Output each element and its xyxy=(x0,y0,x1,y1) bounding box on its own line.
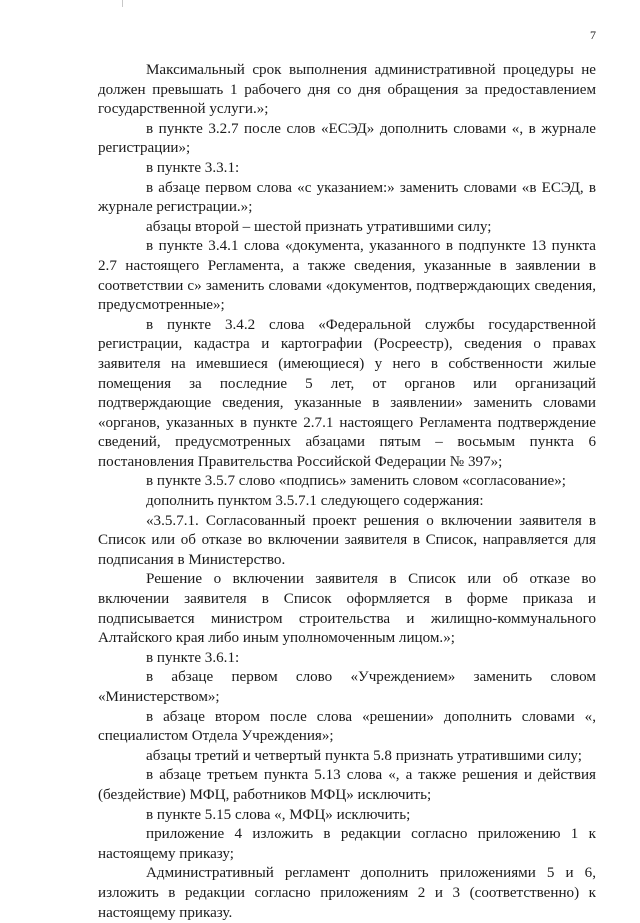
paragraph: абзацы второй – шестой признать утратившими силу; xyxy=(146,218,492,235)
paragraph: в пункте 5.15 слова «, МФЦ» исключить; xyxy=(146,806,411,823)
paragraph: в абзаце первом слова «с указанием:» заменить словами «в ЕСЭД, в журнале регистрации.»; xyxy=(98,179,596,216)
paragraph: Решение о включении заявителя в Список или об отказе во включении заявителя в Список оформляется в форме приказа и подписывается министром строительства и жилищно-коммунального Алтайского края либо иным уполномоченным лицом.»; xyxy=(98,571,596,647)
page-number: 7 xyxy=(590,28,596,42)
paragraph: в пункте 3.5.7 слово «подпись» заменить словом «согласование»; xyxy=(146,473,566,490)
scan-edge-mark xyxy=(122,0,123,7)
document-body xyxy=(98,61,596,923)
paragraph: приложение 4 изложить в редакции согласно приложению 1 к настоящему приказу; xyxy=(98,826,596,862)
paragraph: «3.5.7.1. Согласованный проект решения о включении заявителя в Список или об отказе во включении заявителя в Список, направляется для подписания в Министерство. xyxy=(98,512,596,568)
paragraph: в пункте 3.3.1: xyxy=(146,159,240,176)
paragraph: в пункте 3.2.7 после слов «ЕСЭД» дополнить словами «, в журнале регистрации»; xyxy=(98,120,596,157)
paragraph: абзацы третий и четвертый пункта 5.8 признать утратившими силу; xyxy=(146,747,582,764)
paragraph: Максимальный срок выполнения административной процедуры не должен превышать 1 рабочего дня со дня обращения за предоставлением государственной услуги.»; xyxy=(98,62,596,118)
paragraph: в пункте 3.6.1: xyxy=(146,649,240,666)
paragraph: дополнить пунктом 3.5.7.1 следующего содержания: xyxy=(146,493,484,510)
paragraph: в абзаце втором после слова «решении» дополнить словами «, специалистом Отдела Учреждения»; xyxy=(98,708,596,745)
paragraph: в пункте 3.4.1 слова «документа, указанного в подпункте 13 пункта 2.7 настоящего Регламента, а также сведения, указанные в заявлении в соответствии с» заменить словами «документов, подтверждающих сведения, предусмотренные»; xyxy=(98,238,596,314)
paragraph: в абзаце первом слово «Учреждением» заменить словом «Министерством»; xyxy=(98,669,596,705)
paragraph: в абзаце третьем пункта 5.13 слова «, а также решения и действия (бездействие) МФЦ, работников МФЦ» исключить; xyxy=(98,767,596,803)
paragraph: Административный регламент дополнить приложениями 5 и 6, изложить в редакции согласно приложениям 2 и 3 (соответственно) к настоящему приказу. xyxy=(98,865,596,921)
paragraph: в пункте 3.4.2 слова «Федеральной службы государственной регистрации, кадастра и картографии (Росреестр), сведения о правах заявителя на имевшиеся (имеющиеся) у него в собственности жилые помещения за последние 5 лет, от органов или организаций подтверждающие сведения, указанные в заявлении» заменить словами «органов, указанных в пункте 2.7.1 настоящего Регламента подтверждение сведений, предусмотренных абзацами пятым – восьмым пункта 6 постановления Правительства Российской Федерации № 397»; xyxy=(98,316,596,470)
